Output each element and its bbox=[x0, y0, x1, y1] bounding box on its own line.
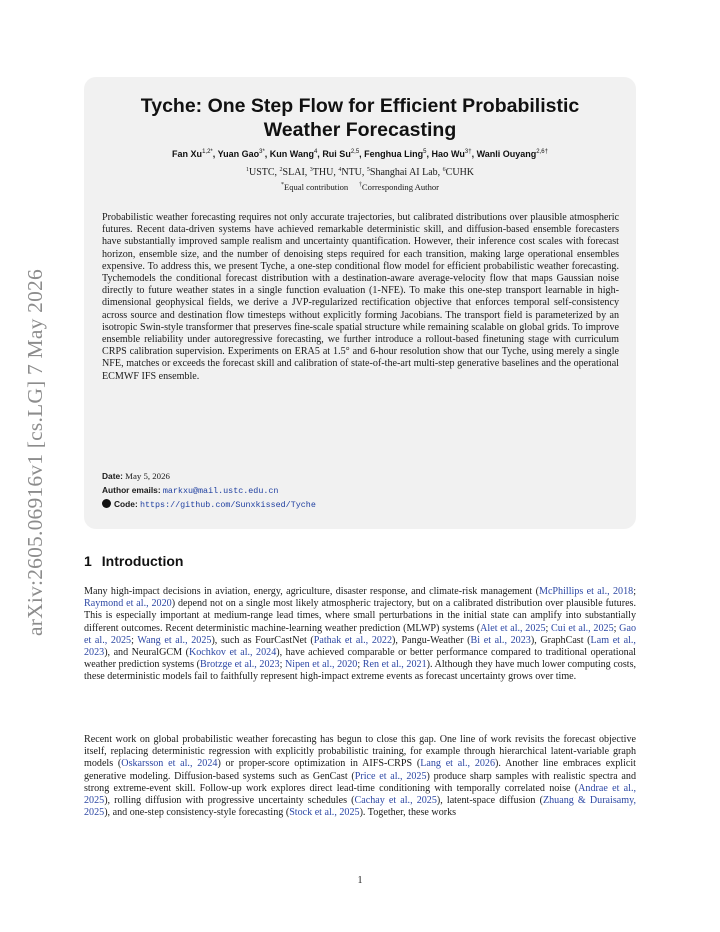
paragraph-text: ; bbox=[279, 659, 286, 671]
date-line bbox=[102, 471, 170, 482]
citation-link[interactable]: Gao et al., 2025 bbox=[84, 622, 636, 646]
citation-link[interactable]: Price et al., 2025 bbox=[354, 770, 427, 782]
intro-paragraph-2 bbox=[84, 734, 636, 819]
paragraph-text: ), Pangu-Weather ( bbox=[392, 634, 471, 646]
paragraph-text: ), have achieved comparable or better performance compared to traditional operational weather prediction systems ( bbox=[84, 647, 636, 671]
paragraph-text: Recent work on global probabilistic weather forecasting has begun to close this gap. One line of work revisits the forecast objective itself, replacing deterministic regression with explicitly probabilistic training, for example through hierarchical latent-variable graph models ( bbox=[84, 734, 636, 770]
paragraph-text: ). Another line embraces explicit generative modeling. Diffusion-based systems such as GenCast ( bbox=[84, 758, 636, 782]
author: Wanli Ouyang$^{2,6\dagger}$ bbox=[476, 149, 548, 159]
author-notes: *Equal contribution †Corresponding Author bbox=[280, 182, 440, 192]
paper-title-line-2: Weather Forecasting bbox=[263, 119, 457, 141]
citation-link[interactable]: Pathak et al., 2022 bbox=[313, 634, 393, 646]
paragraph-text: ), and one-step consistency-style forecasting ( bbox=[104, 807, 290, 819]
paragraph-text: ), and NeuralGCM ( bbox=[104, 647, 189, 659]
affiliation: THU bbox=[312, 167, 334, 178]
author-list: Fan $Xu^{1,2*}$, Yuan Gao$^{3*}$, Kun Wang$^4$, Rui Su$^{2,5}$, Fenghua Ling$^5$, Hao $Wu^{3\dagger}$, Wanli Ouyang$^{2,6\dagger}$ bbox=[172, 149, 548, 159]
paper-header-box bbox=[84, 77, 636, 529]
email-line bbox=[102, 485, 278, 497]
citation-link[interactable]: Cachay et al., 2025 bbox=[354, 795, 437, 807]
github-icon bbox=[102, 499, 111, 508]
citation-link[interactable]: Stock et al., 2025 bbox=[289, 807, 360, 819]
paragraph-text: ), rolling diffusion with progressive uncertainty schedules ( bbox=[104, 795, 355, 807]
author: Fan $Xu^{1,2*}$ bbox=[172, 149, 213, 159]
paragraph-text: ; bbox=[357, 659, 363, 671]
citation-link[interactable]: Oskarsson et al., 2024 bbox=[121, 758, 218, 770]
page-number: 1 bbox=[357, 875, 363, 886]
affiliation: USTC bbox=[248, 167, 275, 178]
section-title: Introduction bbox=[101, 553, 184, 569]
email-label: Author emails: bbox=[102, 485, 161, 495]
paragraph-text: ) depend not on a single most likely atmospheric trajectory, but on a calibrated distribution over plausible futures. This is especially important at medium-range lead times, where small perturbations in the initial state can amplify into substantially different outcomes. Recent deterministic machine-learning weather prediction (MLWP) systems ( bbox=[84, 598, 636, 634]
paper-title-line-1: Tyche: One Step Flow for Efficient Probabilistic bbox=[140, 95, 580, 117]
intro-paragraph-1 bbox=[84, 586, 636, 684]
date-value: May 5, 2026 bbox=[125, 471, 170, 481]
paragraph-text: ; bbox=[545, 622, 552, 634]
citation-link[interactable]: Andrae et al., 2025 bbox=[84, 782, 636, 807]
code-line bbox=[102, 499, 316, 511]
section-number: 1 bbox=[84, 553, 92, 569]
citation-link[interactable]: Nipen et al., 2020 bbox=[285, 659, 358, 671]
affiliation: SLAI bbox=[282, 167, 305, 178]
author: Fenghua Ling$^5$ bbox=[364, 149, 427, 159]
corresponding-author-note: Corresponding Author bbox=[361, 182, 440, 192]
citation-link[interactable]: Bi et al., 2023 bbox=[470, 634, 531, 646]
paragraph-text: ) produce sharp samples with realistic spectra and strong extreme-event skill. Follow-up work explores direct lead-time conditioning with temporally correlated noise ( bbox=[84, 770, 637, 794]
date-label: Date: bbox=[102, 471, 123, 481]
citation-link[interactable]: Raymond et al., 2020 bbox=[84, 598, 172, 610]
affiliations: $^1$USTC, $^2$SLAI, $^3$THU, $^4$NTU, $^5$Shanghai AI Lab, $^6$CUHK bbox=[245, 167, 475, 178]
paragraph-text: ). Together, these works bbox=[359, 807, 457, 819]
citation-link[interactable]: Alet et al., 2025 bbox=[480, 622, 546, 634]
citation-link[interactable]: McPhillips et al., 2018 bbox=[538, 586, 634, 597]
abstract: Probabilistic weather forecasting requires not only accurate trajectories, but calibrated distributions over plausible atmospheric futures. Recent data-driven systems have achieved remarkable deterministic skill, and diffusion-based ensemble forecasters have substantially improved sample realism and uncertainty quantification. However, their inference cost scales with forecast horizon, ensemble size, and the number of denoising steps required for each transition, making large operational ensembles expensive. To address this, we present Tyche, a one-step conditional flow model for efficient probabilistic weather forecasting. Tychemodels the conditional forecast distribution with a destination-aware average-velocity flow that maps Gaussian noise directly to future weather states in a single function evaluation (1-NFE). To make this one-step transport learnable in high-dimensional geophysical fields, we derive a JVP-regularized rectification objective that enforces temporal self-consistency across source and destination flow timesteps without explicitly forming Jacobians. The transport field is parameterized by an isotropic Swin-style transformer that preserves fine-scale spatial structure while remaining scalable on global grids. To improve ensemble reliability under autoregressive forecasting, we further introduce a rollout-based finetuning stage with curriculum CRPS calibration supervision. Experiments on ERA5 at 1.5° and 6-hour resolution show that our Tyche, using merely a single NFE, matches or exceeds the forecast skill and calibration of state-of-the-art multi-step generative baselines and the operational ECMWF IFS ensemble. bbox=[102, 212, 619, 382]
code-label: Code: bbox=[114, 499, 138, 509]
citation-link[interactable]: Wang et al., 2025 bbox=[137, 634, 212, 646]
paragraph-text: ; bbox=[131, 634, 138, 646]
paragraph-text: ) or proper-score optimization in AIFS-CRPS ( bbox=[217, 758, 421, 770]
author: Rui Su$^{2,5}$ bbox=[322, 149, 360, 159]
paragraph-text: ), such as FourCastNet ( bbox=[211, 634, 314, 646]
email-link[interactable]: markxu@mail.ustc.edu.cn bbox=[162, 486, 279, 496]
paragraph-text: ). Although they have much lower computing costs, these deterministic models fail to faithfully represent high-impact extreme events as forecast uncertainty grows over time. bbox=[84, 659, 637, 683]
affiliation: NTU bbox=[341, 167, 362, 178]
affiliation: CUHK bbox=[445, 167, 475, 178]
paragraph-text: ; bbox=[633, 586, 636, 597]
citation-link[interactable]: Lam et al., 2023 bbox=[84, 634, 636, 659]
equal-contribution-note: Equal contribution bbox=[283, 182, 349, 192]
affiliation: Shanghai AI Lab bbox=[369, 167, 438, 178]
code-link[interactable]: https://github.com/Sunxkissed/Tyche bbox=[139, 500, 316, 510]
citation-link[interactable]: Lang et al., 2026 bbox=[420, 758, 496, 770]
author: Yuan Gao$^{3*}$ bbox=[217, 149, 265, 159]
paragraph-text: ), latent-space diffusion ( bbox=[436, 795, 543, 807]
arxiv-identifier-text: arXiv:2605.06916v1 [cs.LG] 7 May 2026 bbox=[22, 268, 47, 636]
paragraph-text: Many high-impact decisions in aviation, energy, agriculture, disaster response, and climate-risk management ( bbox=[84, 586, 539, 597]
paragraph-text: ; bbox=[613, 622, 620, 634]
citation-link[interactable]: Ren et al., 2021 bbox=[362, 659, 427, 671]
author: Kun Wang$^4$ bbox=[269, 149, 318, 159]
citation-link[interactable]: Brotzge et al., 2023 bbox=[200, 659, 280, 671]
paragraph-text: ), GraphCast ( bbox=[530, 634, 591, 646]
citation-link[interactable]: Kochkov et al., 2024 bbox=[188, 647, 277, 659]
section-heading bbox=[84, 553, 183, 570]
arxiv-identifier bbox=[20, 262, 50, 642]
author: Hao $Wu^{3\dagger}$ bbox=[431, 149, 472, 159]
citation-link[interactable]: Cui et al., 2025 bbox=[551, 622, 614, 634]
citation-link[interactable]: Zhuang & Duraisamy, 2025 bbox=[84, 795, 637, 819]
